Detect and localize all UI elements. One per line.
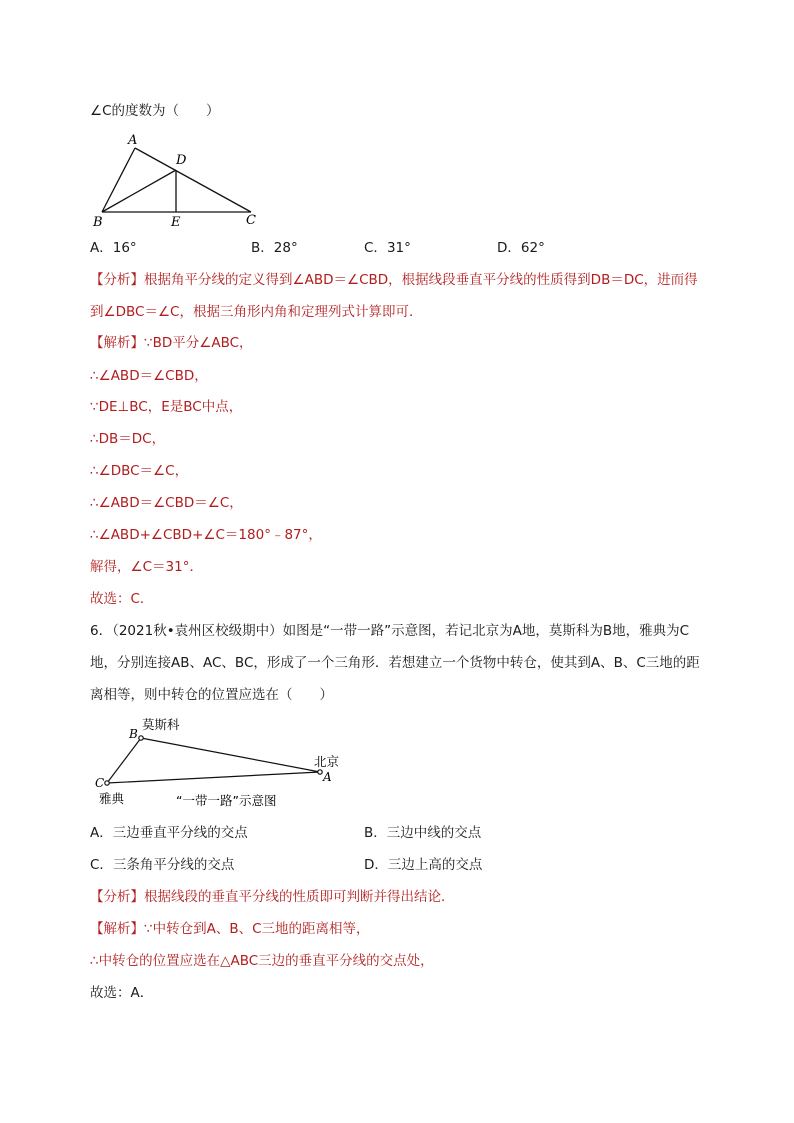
q6-solution-cont: ∴中转仓的位置应选在△ABC三边的垂直平分线的交点处， [90,953,434,969]
label-a: A [128,133,138,148]
label-c: C [95,776,105,790]
figure-caption: “一带一路”示意图 [176,793,277,808]
q5-step-2: ∵DE⊥BC，E是BC中点， [90,399,243,415]
q5-solution: 【解析】∵BD平分∠ABC， [90,335,253,351]
label-d: D [176,153,187,168]
q5-option-d[interactable]: D．62° [497,240,545,256]
city-beijing: 北京 [314,754,340,769]
city-moscow: 莫斯科 [142,717,180,732]
segment-ac [135,148,251,212]
analysis-tag: 【分析】 [90,889,144,905]
q6-solution: 【解析】∵中转仓到A、B、C三地的距离相等， [90,921,370,937]
q6-analysis: 【分析】根据线段的垂直平分线的性质即可判断并得出结论． [90,889,455,905]
label-b: B [129,727,138,741]
q5-triangle-figure [88,128,268,233]
q5-stem-tail: ∠C的度数为（ ） [90,103,220,119]
q5-analysis: 【分析】根据角平分线的定义得到∠ABD＝∠CBD，根据线段垂直平分线的性质得到DB＝DC，进而得 [90,272,698,288]
segment-ba [141,738,320,772]
q6-belt-road-figure [88,712,358,812]
solution-tag: 【解析】 [90,335,144,351]
q5-option-a[interactable]: A．16° [90,240,137,256]
point-a [318,770,322,774]
solution-tag: 【解析】 [90,921,144,937]
q6-option-d[interactable]: D．三边上高的交点 [364,857,483,873]
point-c [105,781,109,785]
label-b: B [93,215,103,230]
q5-step-1: ∴∠ABD＝∠CBD， [90,368,208,384]
q6-answer: 故选：A． [90,985,154,1001]
q5-answer: 故选：C． [90,591,154,607]
q5-option-b[interactable]: B．28° [251,240,298,256]
city-athens: 雅典 [99,791,125,806]
q5-step-6: ∴∠ABD+∠CBD+∠C＝180°﹣87°， [90,527,322,543]
label-c: C [246,213,256,228]
label-e: E [171,215,181,230]
segment-ca [107,772,320,783]
q5-option-c[interactable]: C．31° [364,240,411,256]
point-b [139,736,143,740]
analysis-tag: 【分析】 [90,272,144,288]
q6-stem-line-2: 地，分别连接AB、AC、BC，形成了一个三角形．若想建立一个货物中转仓，使其到A、B、C三地的距 [90,655,700,671]
q5-step-3: ∴DB＝DC， [90,431,166,447]
q5-analysis-cont: 到∠DBC＝∠C，根据三角形内角和定理列式计算即可． [90,304,423,320]
q5-step-5: ∴∠ABD＝∠CBD＝∠C， [90,495,243,511]
label-a: A [323,770,332,784]
q5-step-7: 解得，∠C＝31°． [90,559,203,575]
q6-option-b[interactable]: B．三边中线的交点 [364,825,482,841]
q6-stem-line-1: 6．（2021秋•袁州区校级期中）如图是“一带一路”示意图，若记北京为A地，莫斯科为B地，雅典为C [90,623,690,639]
q6-option-a[interactable]: A．三边垂直平分线的交点 [90,825,248,841]
segment-bc [107,738,141,783]
q6-stem-line-3: 离相等，则中转仓的位置应选在（ ） [90,687,333,703]
q5-step-4: ∴∠DBC＝∠C， [90,463,189,479]
q6-option-c[interactable]: C．三条角平分线的交点 [90,857,235,873]
